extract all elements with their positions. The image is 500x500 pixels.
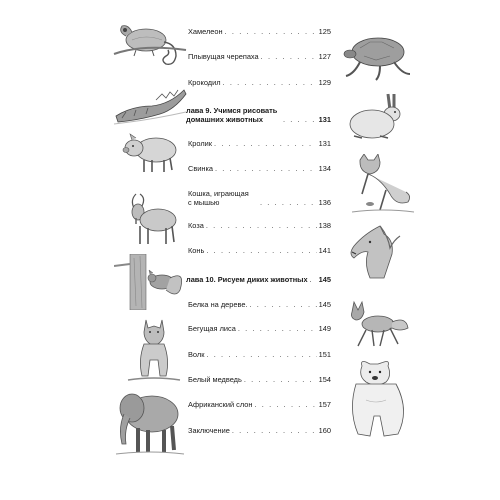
- toc-entry-rabbit[interactable]: [188, 139, 331, 148]
- elephant-icon: [112, 384, 186, 456]
- toc-leader-dots: [249, 300, 316, 309]
- toc-entry-cat[interactable]: [188, 189, 331, 207]
- toc-entry-page: 125: [318, 27, 331, 36]
- toc-entry-title: Коза: [188, 221, 204, 230]
- wolf-icon: [124, 316, 184, 384]
- polar-bear-icon: [340, 360, 414, 440]
- toc-entry-title: Белка на дереве.: [188, 300, 248, 309]
- turtle-icon: [340, 30, 416, 82]
- toc-entry-page: 145: [318, 300, 331, 309]
- toc-entry-page: 138: [318, 221, 331, 230]
- toc-entry-title: Белый медведь: [188, 375, 242, 384]
- toc-entry-title-line2: с мышью: [188, 198, 220, 207]
- toc-leader-dots: [232, 426, 317, 435]
- fox-icon: [344, 298, 410, 350]
- toc-entry-page: 149: [318, 324, 331, 333]
- toc-entry-page: 141: [318, 246, 331, 255]
- toc-entry-title: [188, 189, 258, 207]
- toc-entry-chameleon[interactable]: [188, 27, 331, 36]
- pig-icon: [120, 130, 182, 176]
- toc-chapter-9[interactable]: [186, 106, 331, 124]
- crocodile-icon: [112, 82, 188, 126]
- toc-entry-page: 127: [318, 52, 331, 61]
- toc-entry-squirrel[interactable]: [188, 300, 331, 309]
- toc-leader-dots: [283, 115, 317, 124]
- toc-leader-dots: [254, 400, 316, 409]
- toc-entry-title: Кролик: [188, 139, 213, 148]
- toc-entry-fox[interactable]: [188, 324, 331, 333]
- toc-entry-title: Бегущая лиса: [188, 324, 236, 333]
- toc-entry-title: Свинка: [188, 164, 213, 173]
- toc-entry-title: Волк: [188, 350, 205, 359]
- toc-entry-page: 154: [318, 375, 331, 384]
- toc-entry-polar-bear[interactable]: [188, 375, 331, 384]
- toc-entry-page: 134: [318, 164, 331, 173]
- toc-chapter-title: лава 10. Рисуем диких животных: [186, 275, 308, 284]
- toc-leader-dots: [225, 27, 317, 36]
- chameleon-icon: [112, 14, 188, 74]
- toc-leader-dots: [260, 198, 317, 207]
- toc-leader-dots: [206, 246, 316, 255]
- toc-entry-wolf[interactable]: [188, 350, 331, 359]
- toc-entry-crocodile[interactable]: [188, 78, 331, 87]
- toc-entry-title: Конь: [188, 246, 205, 255]
- rabbit-icon: [340, 90, 412, 144]
- goat-icon: [120, 190, 182, 248]
- toc-chapter-title-line2: домашних животных: [186, 115, 263, 124]
- toc-leader-dots: [206, 350, 316, 359]
- toc-entry-horse[interactable]: [188, 246, 331, 255]
- toc-entry-goat[interactable]: [188, 221, 331, 230]
- toc-entry-title-line1: Кошка, играющая: [188, 189, 249, 198]
- toc-entry-conclusion[interactable]: [188, 426, 331, 435]
- toc-entry-title: Заключение: [188, 426, 230, 435]
- toc-entry-pig[interactable]: [188, 164, 331, 173]
- toc-leader-dots: [214, 139, 317, 148]
- toc-entry-page: 136: [318, 198, 331, 207]
- toc-leader-dots: [310, 275, 317, 284]
- toc-leader-dots: [238, 324, 317, 333]
- toc-leader-dots: [206, 221, 317, 230]
- toc-leader-dots: [215, 164, 317, 173]
- squirrel-icon: [114, 254, 188, 310]
- toc-chapter-title: [186, 106, 281, 124]
- toc-entry-page: 157: [318, 400, 331, 409]
- toc-entry-page: 131: [318, 139, 331, 148]
- toc-entry-title: Плывущая черепаха: [188, 52, 259, 61]
- toc-entry-turtle[interactable]: [188, 52, 331, 61]
- cat-icon: [350, 154, 416, 216]
- toc-chapter-10[interactable]: [186, 275, 331, 284]
- toc-entry-title: Крокодил: [188, 78, 221, 87]
- toc-leader-dots: [244, 375, 317, 384]
- horse-icon: [344, 224, 408, 282]
- toc-entry-page: 131: [318, 115, 331, 124]
- toc-entry-page: 145: [318, 275, 331, 284]
- toc-chapter-title-line1: лава 9. Учимся рисовать: [186, 106, 278, 115]
- toc-entry-elephant[interactable]: [188, 400, 331, 409]
- toc-leader-dots: [261, 52, 317, 61]
- toc-entry-page: 129: [318, 78, 331, 87]
- toc-entry-page: 160: [318, 426, 331, 435]
- toc-entry-title: Африканский слон: [188, 400, 253, 409]
- toc-leader-dots: [223, 78, 317, 87]
- toc-entry-page: 151: [318, 350, 331, 359]
- toc-entry-title: Хамелеон: [188, 27, 223, 36]
